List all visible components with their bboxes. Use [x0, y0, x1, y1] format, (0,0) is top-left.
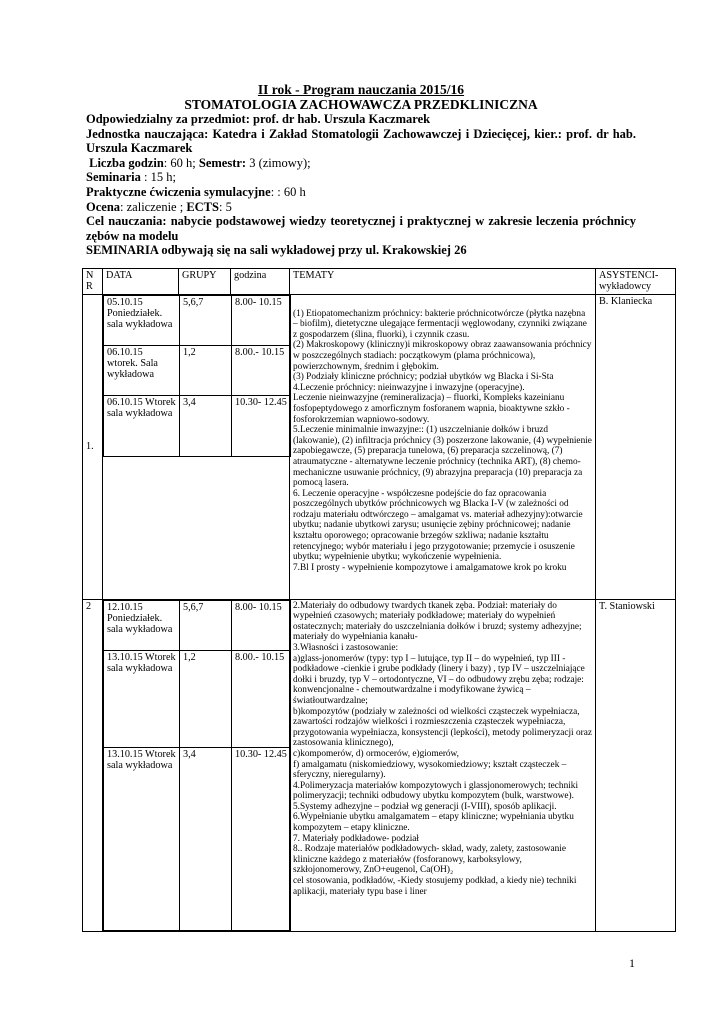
semester-label: Semestr: — [198, 155, 247, 170]
header-topics: TEMATY — [290, 269, 596, 295]
table-row — [83, 294, 676, 599]
topic-item: 7.Bl I prosty - wypełnienie kompozytowe i amalgamatowe krok po kroku — [293, 562, 567, 573]
grade-label: Ocena — [86, 199, 121, 214]
session-row — [104, 600, 291, 650]
seminars-value: : 15 h; — [140, 170, 176, 185]
topic-item: 2.Materiały do odbudowy twardych tkanek zęba. Podział: materiały do wypełnień czasowych; materiały podkładowe; materiały do wypełnień ostatecznych; materiały do uszczelniania dołków i bruzd; systemy adhezyjne; materiały do wypełniania kanału- — [293, 600, 582, 643]
topic-item: 5.Systemy adhezyjne – podział wg generacji (I-VIII), sposób aplikacji. — [293, 801, 557, 812]
session-row — [104, 345, 291, 395]
session-groups: 5,6,7 — [180, 295, 232, 345]
session-groups: 1,2 — [180, 650, 232, 747]
seminar-location: SEMINARIA odbywają się na sali wykładowej przy ul. Krakowskiej 26 — [86, 243, 467, 258]
session-row — [104, 295, 291, 345]
course-goal: Cel nauczania: nabycie podstawowej wiedzy teoretycznej i praktycznej w zakresie leczenia próchnicy zębów na modelu — [86, 214, 636, 243]
topic-item: 4.Polimeryzacja materiałów kompozytowych i glassjonomerowych; techniki polimeryzacji; techniki odbudowy ubytku kompozytem (bulk, warstwowe). — [293, 780, 579, 802]
ects-label: ECTS — [186, 199, 219, 214]
sessions-cell — [103, 294, 290, 599]
session-date: 13.10.15 Wtorek sala wykładowa — [104, 650, 180, 747]
program-title — [86, 82, 636, 97]
ects-value: : 5 — [218, 199, 232, 214]
session-groups: 3,4 — [180, 747, 232, 930]
exercises-line — [86, 185, 636, 200]
program-title-text: II rok - Program nauczania 2015/16 — [257, 82, 465, 97]
session-time: 10.30- 12.45 — [232, 395, 291, 456]
responsible-person: Odpowiedzialny za przedmiot: prof. dr hab. Urszula Kaczmarek — [86, 112, 431, 126]
session-row — [104, 395, 291, 456]
header-assistants: ASYSTENCI- wykładowcy — [596, 269, 676, 295]
topic-item: Leczenie nieinwazyjne (remineralizacja) – fluorki, Kompleks kazeinianu fosfopeptydowego z amorficznym fosforanem wapnia, bioaktywne szkło - fosforokrzemian wapniowo-sodowy. — [293, 393, 570, 425]
session-date: 13.10.15 Wtorek sala wykładowa — [104, 747, 180, 930]
topic-item: 4.Leczenie próchnicy: nieinwazyjne i inwazyjne (operacyjne). — [293, 382, 525, 393]
session-groups: 1,2 — [180, 345, 232, 395]
topic-item: 8.. Rodzaje materiałów podkładowych- skład, wady, zalety, zastosowanie kliniczne każdego z materiałów (fosforanowy, karboksylowy, szkłojonomerowy, ZnO+eugenol, Ca(OH)₂ — [293, 844, 566, 876]
session-date: 05.10.15 Poniedziałek. sala wykładowa — [104, 295, 180, 345]
topics-cell — [290, 599, 596, 931]
session-date: 06.10.15 Wtorek sala wykładowa — [104, 395, 180, 456]
header-time: godzina — [231, 269, 290, 295]
topic-item: 7. Materiały podkładowe- podział — [293, 833, 419, 844]
topic-item: (1) Etiopatomechanizm próchnicy: bakterie próchnicotwórcze (płytka nazębna – biofilm), dietetyczne ulegające fermentacji węglowodany, czynniki związane z gospodarzem (ślina, fluorki), i czynnik czasu. — [293, 308, 587, 340]
row-number — [83, 294, 103, 599]
topic-item: c)kompomerów, d) ormocerów, e)giomerów, — [293, 748, 459, 759]
assistant-cell: B. Klaniecka — [596, 294, 676, 599]
hours-label: Liczba godzin — [89, 155, 164, 170]
header-groups: GRUPY — [179, 269, 231, 295]
session-time: 8.00.- 10.15 — [232, 650, 291, 747]
topic-item: (2) Makroskopowy (kliniczny)i mikroskopowy obraz zaawansowania próchnicy w poszczególnych stadiach: początkowym (plama próchnicowa), powierzchownym, średnim i głębokim. — [293, 340, 592, 372]
topic-item: b)kompozytów (podziały w zależności od wielkości cząsteczek wypełniacza, zawartości rodzajów wielkości i rozmieszczenia cząsteczek wypełniacza, przygotowania wypełniacza, konsystencji (lepkości), metody polimeryzacji oraz zastosowania klinicznego), — [293, 706, 592, 749]
session-time: 8.00.- 10.15 — [232, 345, 291, 395]
assistant-cell: T. Staniowski — [596, 599, 676, 931]
topic-item: f) amalgamatu (niskomiedziowy, wysokomiedziowy; kształt cząsteczek – sferyczny, nieregularny). — [293, 759, 567, 781]
grade-line — [86, 200, 636, 215]
table-header-row — [83, 269, 676, 295]
header-date: DATA — [103, 269, 179, 295]
sessions-table — [103, 295, 291, 457]
session-time: 8.00- 10.15 — [232, 600, 291, 650]
exercises-label: Praktyczne ćwiczenia symulacyjne — [86, 184, 271, 199]
topic-item: (3) Podziały kliniczne próchnicy; podział ubytków wg Blacka i Si-Sta — [293, 372, 554, 383]
session-date: 12.10.15 Poniedziałek. sala wykładowa — [104, 600, 180, 650]
topics-cell — [290, 294, 596, 599]
schedule-table — [82, 268, 676, 932]
hours-value: : 60 h; — [163, 155, 199, 170]
sessions-cell — [103, 599, 290, 931]
teaching-unit: Jednostka nauczająca: Katedra i Zakład Stomatologii Zachowawczej i Dziecięcej, kier.: prof. dr hab. Urszula Kaczmarek — [86, 126, 636, 156]
topic-item: 3.Własności i zastosowanie: — [293, 642, 399, 653]
header-nr: N R — [83, 269, 103, 295]
row-number-text: 1. — [86, 440, 94, 452]
topic-item: 5.Leczenie minimalnie inwazyjne:: (1) uszczelnianie dołków i bruzd (lakowanie), (2) infiltracja próchnicy (3) poszerzone lakowanie, (4) wypełnienie zapobiegawcze, (5) preparacja tunelowa, (6) preparacja szczelinową, (7) atraumatyczne - alternatywne leczenie próchnicy (technika ART), (8) chemo-mechaniczne usuwanie próchnicy, (9) abrazyjna preparacja (10) preparacja za pomocą lasera. — [293, 425, 592, 489]
row-number: 2 — [83, 599, 103, 931]
session-groups: 3,4 — [180, 395, 232, 456]
session-groups: 5,6,7 — [180, 600, 232, 650]
table-row — [83, 599, 676, 931]
topic-item: 6. Leczenie operacyjne - współczesne podejście do faz opracowania poszczególnych ubytków próchnicowych wg Blacka I-V (w zależności od rodzaju materiału odtwórczego – amalgamat vs. materiał adhezyjny):otwarcie ubytku; nadanie ubytkowi zarysu; usunięcie zębiny próchnicowej; nadanie kształtu oporowego; opracowanie brzegów szkliwa; nadanie kształtu retencyjnego; wybór materiału i jego przygotowanie; przemycie i osuszenie ubytku; wypełnienie ubytku; wykończenie wypełnienia. — [293, 488, 583, 563]
topic-item: 6.Wypełnianie ubytku amalgamatem – etapy kliniczne; wypełniania ubytku kompozytem – etapy kliniczne. — [293, 812, 574, 834]
session-time: 8.00- 10.15 — [232, 295, 291, 345]
sessions-table — [103, 600, 291, 931]
hours-line — [86, 156, 636, 171]
session-date: 06.10.15 wtorek. Sala wykładowa — [104, 345, 180, 395]
topic-item: a)glass-jonomerów (typy: typ I – lutujące, typ II – do wypełnień, typ III - podkładowe -cienkie i grube podkłady (linery i bazy) , typ IV – uszczelniające dołki i bruzdy, typ V – ortodontyczne, VI – do odbudowy zrębu zęba; rodzaje: konwencjonalne - chemoutwardzalne i modyfikowane żywicą – światłoutwardzalne; — [293, 653, 585, 706]
seminars-label: Seminaria — [86, 170, 141, 185]
session-time: 10.30- 12.45 — [232, 747, 291, 930]
page-number: 1 — [629, 956, 635, 970]
seminars-line — [86, 170, 636, 185]
grade-value: : zaliczenie ; — [120, 199, 187, 214]
topic-item: cel stosowania, podkładów, -Kiedy stosujemy podkład, a kiedy nie) techniki aplikacji, materiały typu base i liner — [293, 876, 577, 897]
document-header — [86, 82, 636, 258]
session-row — [104, 650, 291, 747]
semester-value: 3 (zimowy); — [246, 155, 311, 170]
exercises-value: : : 60 h — [270, 184, 306, 199]
course-title: STOMATOLOGIA ZACHOWAWCZA PRZEDKLINICZNA — [184, 97, 538, 112]
session-row — [104, 747, 291, 930]
